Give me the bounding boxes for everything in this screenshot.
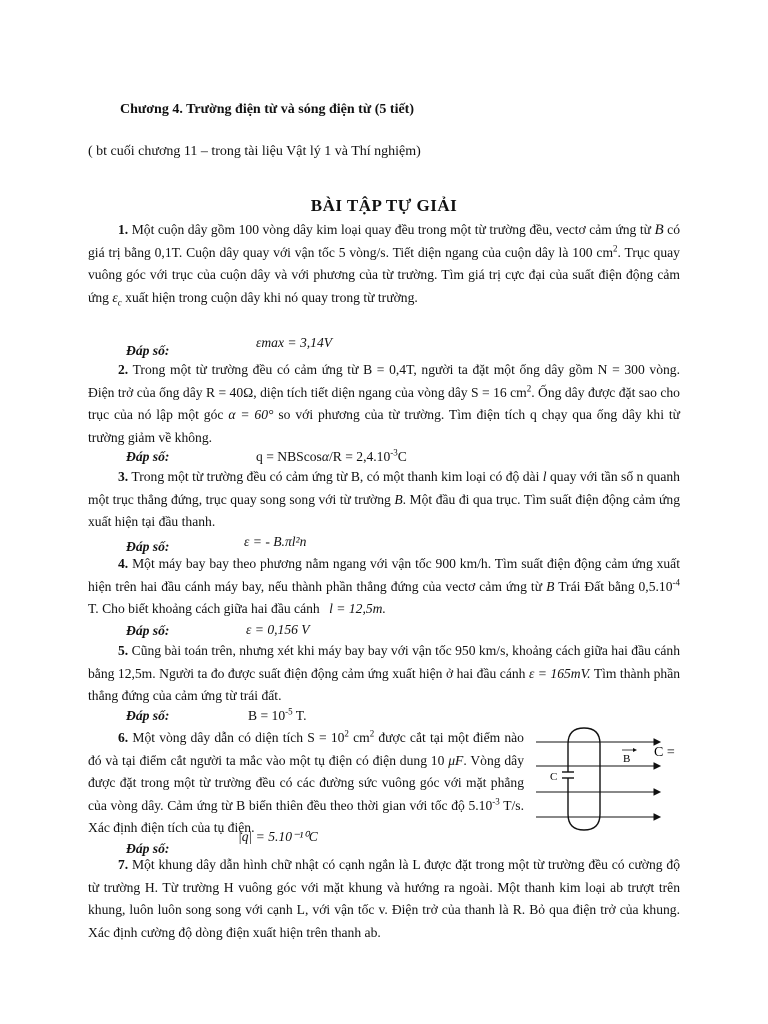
chapter-title: Chương 4. Trường điện từ và sóng điện từ (5 tiết) — [120, 102, 414, 117]
vector-b-symbol: B — [654, 222, 664, 238]
problem-3: 3. Trong một từ trường đều có cảm ứng từ B, có một thanh kim loại có độ dài l quay với tần số n quanh một trục thẳng đứng, trục quay song song với từ trường B. Một đầu đi qua trục. Tìm suất điện động cảm ứng xuất hiện tại đầu thanh. — [88, 469, 680, 529]
problem-number: 1. — [118, 222, 129, 237]
problem-4: 4. Một máy bay bay theo phương nằm ngang với vận tốc 900 km/h. Tìm suất điện động cảm ứng xuất hiện trên hai đầu cánh máy bay, nếu thành phần thẳng đứng của vectơ cảm ứng từ B Trái Đất bằng $0,5.10^{-4}$ T. Cho biết khoảng cách giữa hai đầu cánh l = 12,5m. — [88, 556, 680, 616]
vector-b-symbol: B — [394, 491, 403, 507]
problem-2: 2. Trong một từ trường đều có cảm ứng từ B = 0,4T, người ta đặt một ống dây gồm N = 300 vòng. Điện trở của ống dây R = 40Ω, diện tích tiết diện ngang của vòng dây S = 16 $cm^2$. Ống dây được đặt sao cho trục của nó lập một góc α = 60° so với phương của từ trường. Tìm điện tích q chạy qua ống dây khi từ trường giảm về không. — [88, 362, 681, 445]
source-note: ( bt cuối chương 11 – trong tài liệu Vật lý 1 và Thí nghiệm) — [88, 144, 421, 159]
capacitor-label: C — [550, 771, 558, 783]
answer-value: |q| = 5.10⁻¹⁰C — [238, 829, 318, 844]
answer-value: εmax = 3,14V — [256, 335, 333, 350]
section-heading: BÀI TẬP TỰ GIẢI — [310, 196, 458, 215]
answer-label: Đáp số: — [126, 708, 170, 723]
answer-value: ε = - B.πl²n — [244, 534, 307, 549]
vector-b-symbol: B — [546, 578, 555, 594]
answer-label: Đáp số: — [126, 343, 170, 358]
answer-value: ε = 0,156 V — [246, 622, 310, 637]
vector-arrow-icon — [633, 748, 637, 752]
answer-value: $q = NBScos\alpha/R = 2,4.10^{-3}C$ — [256, 447, 407, 464]
wire-loop — [568, 728, 600, 830]
emf-symbol: $\varepsilon_c$ — [112, 289, 122, 308]
answer-value: $B = 10^{-5}$ T. — [248, 706, 307, 723]
problem-7: 7. Một khung dây dẫn hình chữ nhật có cạnh ngắn là L được đặt trong một từ trường đều có cường độ từ trường H. Từ trường H vuông góc với mặt khung và hướng ra ngoài. Một thanh kim loại ab trượt trên khung, luôn luôn song song với cạnh L, với vận tốc v. Điện trở của thanh là R. Bỏ qua điện trở của khung. Xác định cường độ dòng điện xuất hiện trên thanh ab. — [88, 857, 681, 940]
answer-label: Đáp số: — [126, 449, 170, 464]
problem-5: 5. Cũng bài toán trên, nhưng xét khi máy bay bay với vận tốc 950 km/s, khoảng cách giữa hai đầu cánh bằng 12,5m. Người ta đo được suất điện động cảm ứng xuất hiện ở hai đầu cánh ε = 165mV. Tìm thành phần thẳng đứng của cảm ứng từ trái đất. — [88, 643, 681, 703]
loop-capacitor-figure — [530, 722, 730, 834]
field-label: B — [623, 753, 631, 765]
answer-label: Đáp số: — [126, 539, 170, 554]
answer-label: Đáp số: — [126, 841, 170, 856]
problem-1: 1. Một cuộn dây gồm 100 vòng dây kim loại quay đều trong một từ trường đều, vectơ cảm ứng từ B có giá trị bằng 0,1T. Cuộn dây quay với vận tốc 5 vòng/s. Tiết diện ngang của cuộn dây là 100 $cm^2$. Trục quay vuông góc với trục của cuộn dây và với phương của từ trường. Tìm giá trị cực đại của suất điện động cảm ứng $\varepsilon_c$ xuất hiện trong cuộn dây khi nó quay trong từ trường. — [88, 222, 681, 308]
answer-label: Đáp số: — [126, 623, 170, 638]
problem-6: 6. Một vòng dây dẫn có diện tích $S = 10^2$ $cm^2$ được cắt tại một điểm nào đó và tại điểm cắt người ta mắc vào một tụ điện có điện dung 10 μF. Vòng dây được đặt trong một từ trường đều có các đường sức vuông góc với mặt phẳng của vòng dây. Cảm ứng từ B biến thiên đều theo thời gian với tốc độ $5.10^{-3}$ T/s. Xác định điện tích của tụ điện. — [88, 728, 524, 835]
capacitance-label: C = — [654, 745, 675, 760]
